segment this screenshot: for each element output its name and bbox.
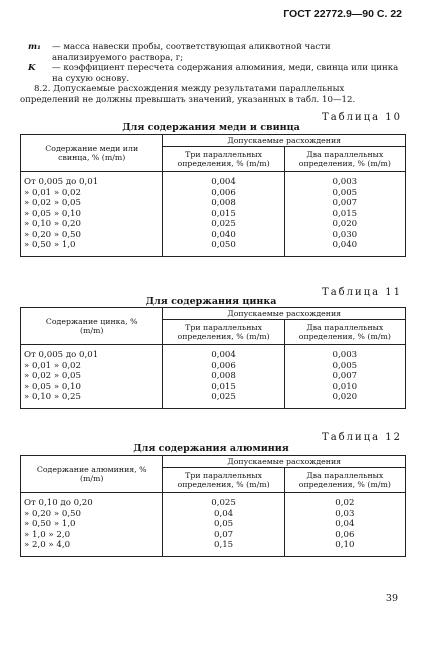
table-row — [21, 345, 406, 362]
two-determinations-cell: 0,030 — [284, 231, 405, 242]
table-row — [21, 393, 406, 408]
two-determinations-cell: 0,005 — [284, 362, 405, 373]
paragraph-8-2: 8.2. Допускаемые расхождения между результатами параллельных определений не должны превышать значений, указанных в табл. 10—12. — [20, 84, 356, 105]
table-row — [21, 520, 406, 531]
range-cell: От 0,005 до 0,01 — [21, 345, 163, 362]
range-cell: » 0,01 » 0,02 — [21, 189, 163, 200]
three-determinations-cell: 0,04 — [163, 510, 284, 521]
range-cell: » 0,20 » 0,50 — [21, 510, 163, 521]
table-10 — [20, 134, 406, 257]
two-determinations-cell: 0,020 — [284, 220, 405, 231]
two-determinations-cell: 0,010 — [284, 383, 405, 394]
two-determinations-cell: 0,015 — [284, 210, 405, 221]
three-determinations-cell: 0,004 — [163, 345, 284, 362]
table-row — [21, 172, 406, 189]
three-determinations-cell: 0,050 — [163, 241, 284, 256]
column-header-two: Два параллельных определения, % (m/m) — [284, 320, 405, 345]
two-determinations-cell: 0,040 — [284, 241, 405, 256]
two-determinations-cell: 0,003 — [284, 345, 405, 362]
table-row — [21, 372, 406, 383]
table-11-label: Таблица 11 — [322, 287, 402, 298]
three-determinations-cell: 0,15 — [163, 541, 284, 556]
column-header-content: Содержание цинка, % (m/m) — [21, 308, 163, 345]
three-determinations-cell: 0,025 — [163, 393, 284, 408]
two-determinations-cell: 0,003 — [284, 172, 405, 189]
two-determinations-cell: 0,007 — [284, 372, 405, 383]
two-determinations-cell: 0,10 — [284, 541, 405, 556]
three-determinations-cell: 0,006 — [163, 362, 284, 373]
definition-text: — масса навески пробы, соответствующая аликвотной части анализируемого раствора, г; — [52, 42, 331, 63]
page-header: ГОСТ 22772.9—90 С. 22 — [283, 8, 402, 20]
table-10-title: Для содержания меди и свинца — [122, 122, 300, 133]
range-cell: » 0,05 » 0,10 — [21, 383, 163, 394]
three-determinations-cell: 0,015 — [163, 210, 284, 221]
range-cell: » 0,02 » 0,05 — [21, 199, 163, 210]
table-row — [21, 220, 406, 231]
page-number: 39 — [385, 593, 398, 604]
range-cell: » 0,20 » 0,50 — [21, 231, 163, 242]
two-determinations-cell: 0,02 — [284, 493, 405, 510]
table-12-title: Для содержания алюминия — [133, 443, 289, 454]
range-cell: » 0,10 » 0,25 — [21, 393, 163, 408]
definition-k — [20, 63, 405, 84]
range-cell: » 0,50 » 1,0 — [21, 520, 163, 531]
range-cell: » 1,0 » 2,0 — [21, 531, 163, 542]
table-row — [21, 241, 406, 256]
column-header-two: Два параллельных определения, % (m/m) — [284, 468, 405, 493]
two-determinations-cell: 0,03 — [284, 510, 405, 521]
column-header-two: Два параллельных определения, % (m/m) — [284, 147, 405, 172]
column-group-header: Допускаемые расхождения — [163, 308, 406, 320]
table-10-label: Таблица 10 — [322, 112, 402, 123]
column-header-three: Три параллельных определения, % (m/m) — [163, 147, 284, 172]
table-row — [21, 199, 406, 210]
table-row — [21, 541, 406, 556]
column-header-three: Три параллельных определения, % (m/m) — [163, 320, 284, 345]
range-cell: » 0,01 » 0,02 — [21, 362, 163, 373]
range-cell: » 0,05 » 0,10 — [21, 210, 163, 221]
table-11-title: Для содержания цинка — [145, 296, 277, 307]
column-header-content: Содержание алюминия, % (m/m) — [21, 456, 163, 493]
three-determinations-cell: 0,07 — [163, 531, 284, 542]
range-cell: От 0,005 до 0,01 — [21, 172, 163, 189]
three-determinations-cell: 0,008 — [163, 199, 284, 210]
column-group-header: Допускаемые расхождения — [163, 456, 406, 468]
two-determinations-cell: 0,020 — [284, 393, 405, 408]
range-cell: От 0,10 до 0,20 — [21, 493, 163, 510]
column-header-content: Содержание меди или свинца, % (m/m) — [21, 135, 163, 172]
three-determinations-cell: 0,025 — [163, 493, 284, 510]
three-determinations-cell: 0,006 — [163, 189, 284, 200]
two-determinations-cell: 0,007 — [284, 199, 405, 210]
table-row — [21, 493, 406, 510]
table-12 — [20, 455, 406, 557]
definition-m1 — [20, 42, 405, 63]
range-cell: » 2,0 » 4,0 — [21, 541, 163, 556]
definitions — [20, 42, 405, 106]
three-determinations-cell: 0,015 — [163, 383, 284, 394]
two-determinations-cell: 0,04 — [284, 520, 405, 531]
three-determinations-cell: 0,040 — [163, 231, 284, 242]
definition-symbol: m₁ — [28, 42, 41, 52]
three-determinations-cell: 0,008 — [163, 372, 284, 383]
range-cell: » 0,02 » 0,05 — [21, 372, 163, 383]
table-11 — [20, 307, 406, 409]
table-12-label: Таблица 12 — [322, 432, 402, 443]
range-cell: » 0,50 » 1,0 — [21, 241, 163, 256]
column-group-header: Допускаемые расхождения — [163, 135, 406, 147]
three-determinations-cell: 0,004 — [163, 172, 284, 189]
three-determinations-cell: 0,05 — [163, 520, 284, 531]
definition-text: — коэффициент пересчета содержания алюминия, меди, свинца или цинка на сухую основу. — [52, 63, 399, 84]
column-header-three: Три параллельных определения, % (m/m) — [163, 468, 284, 493]
two-determinations-cell: 0,005 — [284, 189, 405, 200]
definition-symbol: K — [28, 63, 36, 74]
two-determinations-cell: 0,06 — [284, 531, 405, 542]
range-cell: » 0,10 » 0,20 — [21, 220, 163, 231]
three-determinations-cell: 0,025 — [163, 220, 284, 231]
